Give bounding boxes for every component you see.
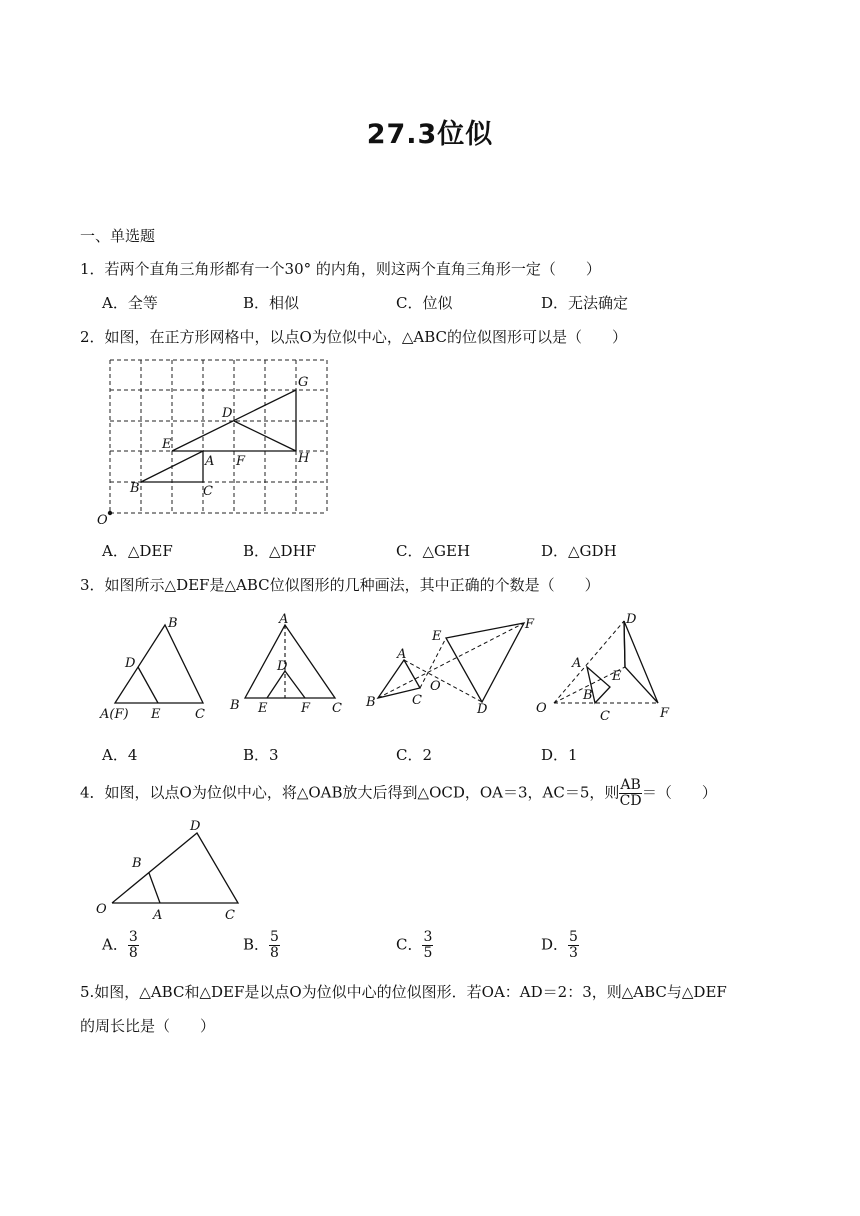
q4-stem-fraction [619,778,641,809]
q3-fig2-label-e: E [258,701,268,716]
q4-option-a [102,930,139,961]
q3-fig1-label-af: A(F) [100,707,129,722]
q4-option-c-label: C． [396,935,423,954]
q3-figure-4 [530,605,690,730]
q4-option-c-num: 3 [423,929,433,945]
q2-option-d: D．△GDH [541,542,617,560]
q2-label-f: F [236,454,246,469]
q2-label-b: B [130,481,140,496]
q4-option-d-fraction [568,930,579,961]
q3-figure-3 [362,610,547,720]
q2-stem: 2．如图，在正方形网格中，以点O为位似中心，△ABC的位似图形可以是（ ） [80,328,627,346]
q3-option-c: C．2 [396,746,433,764]
q3-fig1-label-d: D [125,656,136,671]
q4-fraction-numerator: AB [620,777,641,793]
q3-fig4-segment-de [624,621,625,667]
q4-option-b-den: 8 [270,945,279,961]
q3-fig3-triangle-def [446,623,524,702]
q4-label-a: A [153,908,163,923]
q3-fig3-label-d: D [477,702,488,717]
q2-label-a: A [205,454,215,469]
q2-option-c: C．△GEH [396,542,471,560]
q3-fig1-label-b: B [168,616,178,631]
q4-option-d-den: 3 [569,945,578,961]
q1-option-c: C．位似 [396,294,453,312]
q2-point-o [108,511,112,515]
q3-option-b: B．3 [243,746,279,764]
q3-option-d: D．1 [541,746,578,764]
q2-label-h: H [298,451,310,466]
q2-label-c: C [203,484,213,499]
q3-fig4-label-f: F [660,706,670,721]
q4-option-b-num: 5 [270,929,279,945]
q3-figure-1 [95,605,225,730]
q4-option-b-label: B． [243,935,270,954]
q3-fig3-label-o: O [430,679,441,694]
q4-label-d: D [190,819,201,834]
q3-fig4-label-d: D [626,612,637,627]
q3-fig1-segment-de [138,667,158,703]
q3-fig2-triangle-abc [245,625,335,698]
q2-label-g: G [298,375,309,390]
q4-option-b-fraction [269,930,280,961]
q1-option-b: B．相似 [243,294,300,312]
q3-fig3-label-f: F [525,617,535,632]
q4-label-b: B [132,856,142,871]
q4-label-o: O [96,902,107,917]
q1-option-d: D．无法确定 [541,294,629,312]
q3-fig3-label-a: A [397,647,407,662]
q4-segment-ba [149,873,160,903]
q3-figure-2 [225,605,355,730]
q3-fig4-label-c: C [600,709,610,724]
q3-fig3-label-e: E [432,629,442,644]
q4-option-a-num: 3 [128,929,138,945]
q3-fig4-label-o: O [536,701,547,716]
q4-option-c-den: 5 [423,945,433,961]
q4-stem [80,778,717,809]
q3-fig3-label-c: C [412,693,422,708]
q5-stem-line-1: 5.如图，△ABC和△DEF是以点O为位似中心的位似图形．若OA：AD＝2：3，则△ABC与△DEF [80,983,727,1001]
q1-stem: 1．若两个直角三角形都有一个30° 的内角，则这两个直角三角形一定（ ） [80,260,601,278]
q3-fig2-label-f: F [301,701,311,716]
page-title: 27.3位似 [366,119,494,150]
q3-stem: 3．如图所示△DEF是△ABC位似图形的几种画法，其中正确的个数是（ ） [80,576,600,594]
q3-fig4-label-e: E [612,669,622,684]
q2-option-b: B．△DHF [243,542,317,560]
q3-fig2-label-d: D [277,659,288,674]
q3-fig2-label-c: C [332,701,342,716]
q2-label-o: O [97,513,108,528]
q4-figure [90,815,260,925]
q2-label-e: E [162,437,172,452]
q4-option-d [541,930,579,961]
q2-triangle-abc [141,451,203,482]
q4-option-d-num: 5 [569,929,578,945]
q3-fig2-label-b: B [230,698,240,713]
q1-option-a: A．全等 [102,294,158,312]
q3-fig4-triangle-def [624,621,658,703]
q4-option-a-label: A． [102,935,128,954]
q5-stem-line-2: 的周长比是（ ） [80,1017,216,1035]
q4-option-b [243,930,280,961]
q3-fig2-label-a: A [279,612,289,627]
q3-option-a: A．4 [102,746,138,764]
q2-grid-figure [90,350,340,530]
q3-fig4-label-a: A [572,656,582,671]
q3-fig1-label-c: C [195,707,205,722]
q4-option-a-den: 8 [128,945,138,961]
q4-label-c: C [225,908,235,923]
q3-fig3-label-b: B [366,695,376,710]
q3-fig3-dashed-rays [378,623,524,702]
section-heading: 一、单选题 [80,227,156,245]
q4-option-c-fraction [422,930,433,961]
q4-option-a-fraction [128,930,139,961]
q2-label-d: D [222,406,233,421]
q4-option-c [396,930,433,961]
q3-fig4-label-b: B [583,688,593,703]
q4-option-d-label: D． [541,935,569,954]
q2-grid-lines [110,360,327,513]
q4-fraction-denominator: CD [619,793,642,809]
q4-stem-end: ＝（ ） [641,783,717,802]
q4-stem-text: 4．如图，以点O为位似中心，将△OAB放大后得到△OCD，OA＝3，AC＝5，则 [80,783,620,802]
q3-fig1-label-e: E [151,707,161,722]
q2-option-a: A．△DEF [102,542,173,560]
q3-fig2-triangle-def [267,671,305,698]
q4-triangle-ocd [112,833,238,903]
